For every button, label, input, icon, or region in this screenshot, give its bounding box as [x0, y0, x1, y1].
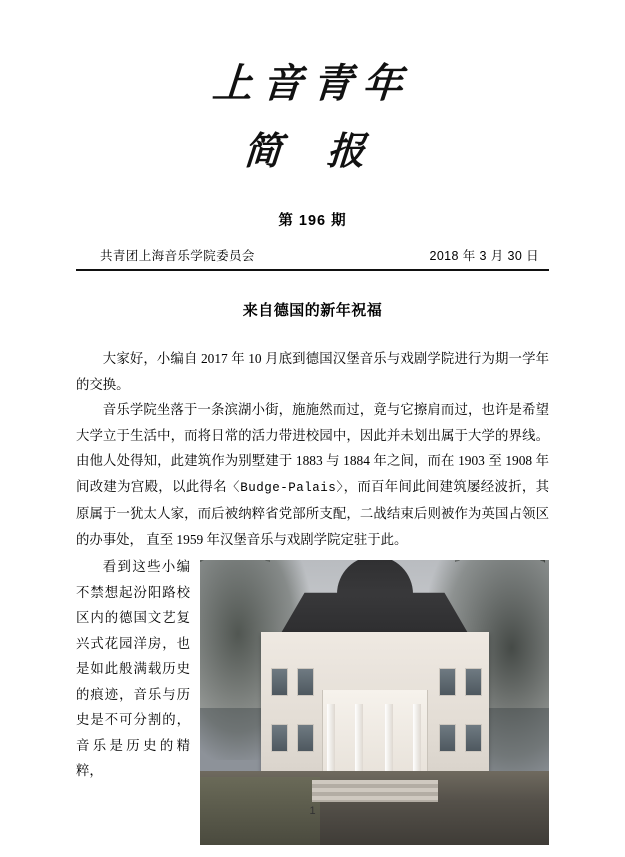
article-body-intro — [76, 346, 549, 552]
page-number: 1 — [309, 805, 316, 817]
photo-window — [439, 724, 456, 752]
publisher-organization: 共青团上海音乐学院委员会 — [100, 249, 255, 263]
photo-window — [439, 668, 456, 696]
masthead-title-line2: 简 报 — [242, 128, 383, 173]
photo-window — [297, 724, 314, 752]
masthead — [76, 0, 549, 175]
photo-branches-left — [200, 560, 270, 845]
photo-window — [271, 668, 288, 696]
header-divider-rule — [76, 269, 549, 271]
photo-window — [297, 668, 314, 696]
paragraph-2-text-a: 音乐学院坐落于一条滨湖小街，施施然而过，竟与它擦肩而过，也许是希望大学立于生活中，而将日常的活力带进校园中，因此并未划出属于大学的界线。由他人处得知，此建筑作为别墅建于 1883 与 1884 年之间，而在 1903 至 1908 年间改建为宫殿，以此得名 — [76, 402, 549, 494]
building-photo — [200, 560, 549, 845]
photo-window — [271, 724, 288, 752]
paragraph-1: 大家好，小编自 2017 年 10 月底到德国汉堡音乐与戏剧学院进行为期一学年的交换。 — [76, 351, 549, 392]
photo-entrance-steps — [312, 780, 438, 802]
masthead-title-line1: 上音青年 — [210, 60, 415, 107]
palace-name: 〈Budge‐Palais〉 — [226, 480, 344, 495]
page-content — [76, 0, 549, 857]
issue-number: 第 196 期 — [278, 213, 347, 229]
photo-branches-right — [455, 560, 545, 845]
paragraph-2 — [76, 397, 549, 552]
article-title: 来自德国的新年祝福 — [242, 302, 383, 319]
paragraph-3: 看到这些小编不禁想起汾阳路校区内的德国文艺复兴式花园洋房，也是如此般满载历史的痕迹，音乐与历史是不可分割的，音乐是历史的精粹， — [76, 559, 190, 778]
publication-info-row — [76, 246, 549, 269]
paragraph-2-text-b: ，而百年间此间建筑屡经波折，其原属于一犹太人家，而后被纳粹省党部所支配，二战结束后则被作为英国占领区的办事处， 直至 1959 年汉堡音乐与戏剧学院定驻于此。 — [76, 478, 550, 547]
publication-date: 2018 年 3 月 30 日 — [429, 249, 539, 263]
